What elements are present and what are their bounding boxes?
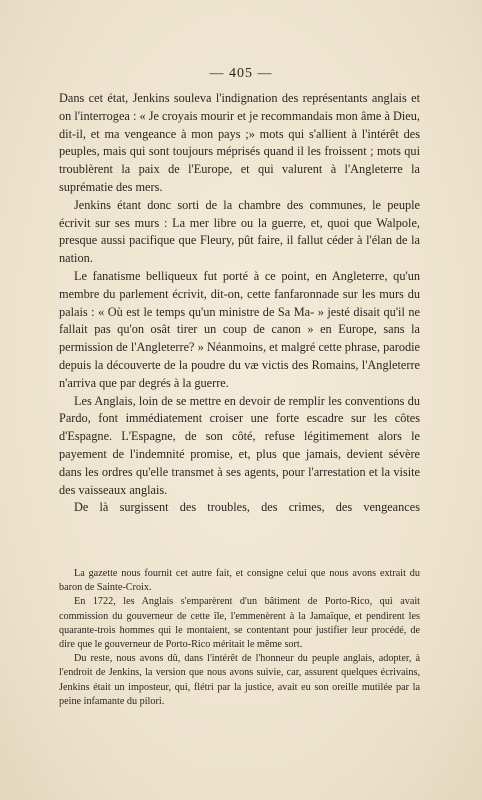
paragraph: Le fanatisme belliqueux fut porté à ce point, en Angleterre, qu'un membre du parlement écrivit, dit-on, cette fanfaronnade sur les murs du palais : « Où est le temps qu'un ministre de Sa Ma- » jesté disait qu'il ne fallait pas qu'on osât tirer un coup de canon » en Europe, sans la permission de l'Angleterre? » Néanmoins, et malgré cette phrase, parodie depuis la découverte de la poudre du væ victis des Romains, l'Angleterre n'arriva que par degrés à la guerre. bbox=[59, 268, 420, 390]
footnotes bbox=[59, 567, 420, 709]
footnote: Du reste, nous avons dû, dans l'intérêt de l'honneur du peuple anglais, adopter, à l'endroit de Jenkins, la version que nous avons suivie, car, assurent quelques écrivains, Jenkins était un imposteur, qui, flétri par la justice, avait eu son oreille mutilée par la peine infamante du pilori. bbox=[59, 653, 420, 707]
main-text bbox=[59, 90, 420, 517]
paragraph: De là surgissent des troubles, des crimes, des vengeances bbox=[74, 500, 420, 515]
paragraph: Jenkins étant donc sorti de la chambre des communes, le peuple écrivit sur ses murs : La mer libre ou la guerre, et, quoi que Walpole, presque aussi pacifique que Fleury, pût faire, il fallut céder à l'élan de la nation. bbox=[59, 197, 420, 266]
footnote: En 1722, les Anglais s'emparèrent d'un bâtiment de Porto-Rico, qui avait commission du gouverneur de cette île, l'emmenèrent à la Jamaïque, et pendirent les quarante-trois hommes qui le montaient, se contentant pour justifier leur procédé, de dire que le gouverneur de Porto-Rico méritait le même sort. bbox=[59, 596, 420, 651]
footnote: La gazette nous fournit cet autre fait, et consigne celui que nous avons extrait du baron de Sainte-Croix. bbox=[59, 568, 420, 594]
paragraph: Dans cet état, Jenkins souleva l'indignation des représentants anglais et on l'interrogea : « Je croyais mourir et je recommandais mon âme à Dieu, dit-il, et ma vengeance à mon pays ;» mots qui s'allient à l'intérêt des peuples, mais qui sont toujours méprisés quand il les froissent ; mots qui troublèrent la paix de l'Europe, et qui valurent à l'Angleterre la suprématie des mers. bbox=[59, 91, 420, 194]
paragraph: Les Anglais, loin de se mettre en devoir de remplir les conventions du Pardo, font immédiatement croiser une forte escadre sur les côtes d'Espagne. L'Espagne, de son côté, refuse légitimement alors le payement de l'indemnité promise, et, plus que jamais, devient sévère dans les ordres qu'elle transmet à ses agents, pour l'arrestation et la visite des vaisseaux anglais. bbox=[59, 393, 420, 497]
page-number: — 405 — bbox=[209, 66, 273, 81]
